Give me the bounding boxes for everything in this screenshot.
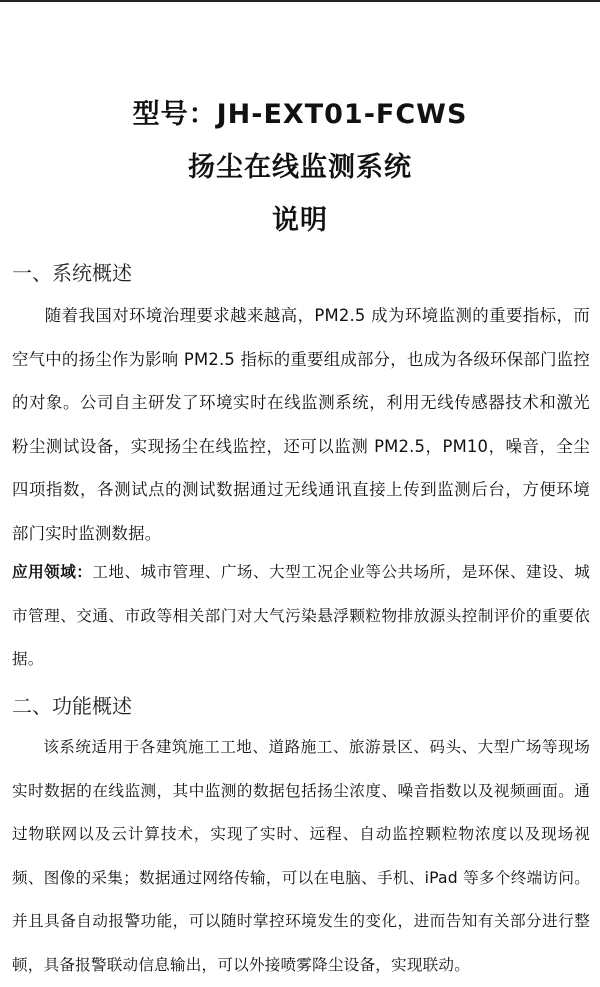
system-overview-paragraph: 随着我国对环境治理要求越来越高，PM2.5 成为环境监测的重要指标，而空气中的扬尘作为影响 PM2.5 指标的重要组成部分，也成为各级环保部门监控的对象。公司自主研发了环境实时在线监测系统，利用无线传感器技术和激光粉尘测试设备，实现扬尘在线监控，还可以监测 PM2.5，PM10，噪音，全尘四项指数，各测试点的测试数据通过无线通讯直接上传到监测后台，方便环境部门实时监测数据。 [12, 306, 590, 543]
model-number-title: 型号：JH-EXT01-FCWS [132, 99, 468, 130]
application-fields-label: 应用领域： [12, 563, 93, 581]
top-divider [0, 0, 600, 2]
function-overview-paragraph: 该系统适用于各建筑施工工地、道路施工、旅游景区、码头、大型广场等现场实时数据的在线监测，其中监测的数据包括扬尘浓度、噪音指数以及视频画面。通过物联网以及云计算技术，实现了实时、远程、自动监控颗粒物浓度以及现场视频、图像的采集；数据通过网络传输，可以在电脑、手机、iPad 等多个终端访问。并且具备自动报警功能，可以随时掌控环境发生的变化，进而告知有关部分进行整顿，具备报警联动信息输出，可以外接喷雾降尘设备，实现联动。 [12, 738, 590, 974]
section-heading-function-overview: 二、功能概述 [12, 694, 132, 718]
application-fields-text: 工地、城市管理、广场、大型工况企业等公共场所，是环保、建设、城市管理、交通、市政等相关部门对大气污染悬浮颗粒物排放源头控制评价的重要依据。 [12, 563, 590, 668]
application-fields-paragraph [12, 551, 590, 682]
system-name-title: 扬尘在线监测系统 [188, 152, 412, 183]
section-heading-system-overview: 一、系统概述 [12, 261, 132, 285]
document-title: 说明 [272, 205, 328, 236]
